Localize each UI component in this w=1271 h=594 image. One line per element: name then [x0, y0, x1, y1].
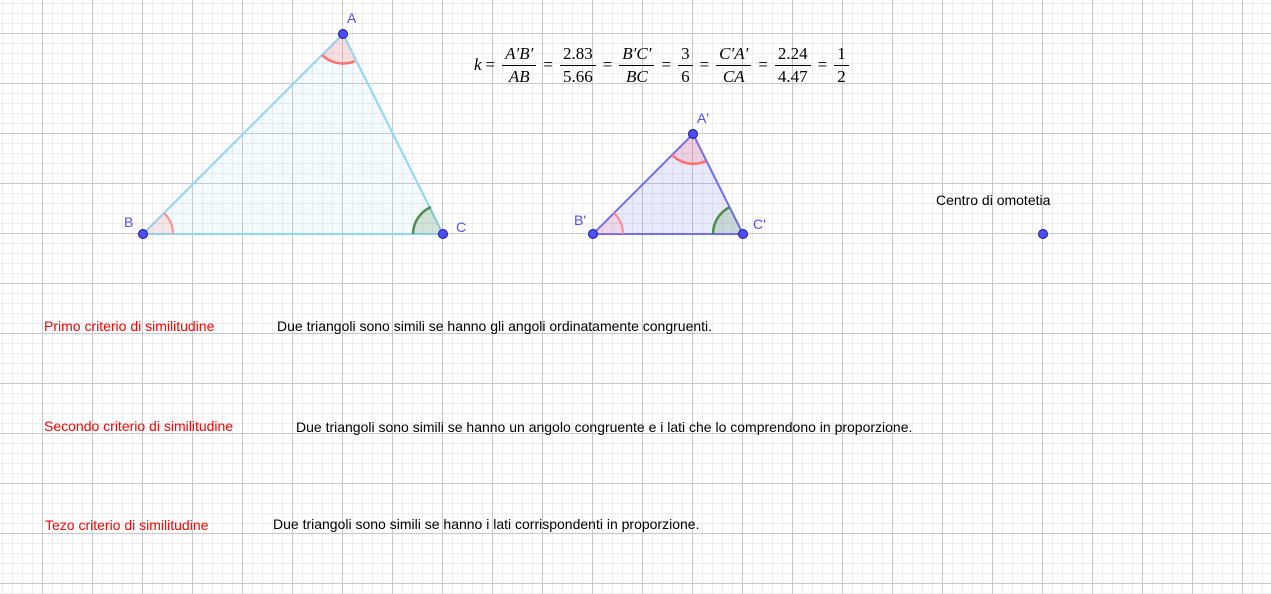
formula-eq: =	[485, 55, 496, 74]
formula-eq: =	[699, 55, 710, 74]
fraction-b1c1-bc	[619, 44, 654, 86]
center-homothety-label: Centro di omotetia	[936, 192, 1051, 208]
fraction-numerator: 2.24	[775, 44, 811, 66]
fraction-c1a1-ca	[716, 44, 751, 86]
fraction-numerator: 3	[678, 44, 693, 66]
point-c[interactable]	[439, 230, 448, 239]
fraction-denominator: CA	[722, 66, 745, 86]
fraction-numerator: A′B′	[502, 44, 536, 66]
fraction-numerator: C′A′	[716, 44, 751, 66]
label-b: B	[124, 214, 134, 230]
fraction-denominator: 5.66	[562, 66, 593, 86]
formula-eq: =	[602, 55, 613, 74]
fraction-denominator: 6	[681, 66, 690, 86]
point-center-homothety[interactable]	[1039, 230, 1048, 239]
fraction-a1b1-ab	[502, 44, 536, 86]
fraction-ca-values	[775, 44, 811, 86]
fraction-numerator: 2.83	[560, 44, 596, 66]
criterion-1-title: Primo criterio di similitudine	[44, 318, 215, 334]
point-b[interactable]	[139, 230, 148, 239]
criterion-2-text: Due triangoli sono simili se hanno un angolo congruente e i lati che lo comprendono in proporzione.	[296, 419, 913, 435]
ratio-formula	[474, 40, 852, 90]
label-b1: B'	[574, 212, 587, 228]
point-b1[interactable]	[589, 230, 598, 239]
criterion-3-title: Tezo criterio di similitudine	[45, 517, 209, 533]
formula-eq: =	[758, 55, 768, 74]
point-a1[interactable]	[689, 130, 698, 139]
fraction-numerator: B′C′	[619, 44, 654, 66]
formula-eq: =	[817, 55, 828, 74]
fraction-numerator: 1	[834, 44, 849, 66]
fraction-ab-values	[560, 44, 596, 86]
triangle-abc[interactable]	[143, 34, 443, 234]
label-a: A	[347, 10, 357, 26]
point-c1[interactable]	[739, 230, 748, 239]
criterion-2-title: Secondo criterio di similitudine	[44, 418, 234, 434]
fraction-denominator: 2	[837, 66, 846, 86]
label-c: C	[456, 219, 467, 235]
fraction-denominator: 4.47	[777, 66, 808, 86]
point-a[interactable]	[339, 30, 348, 39]
fraction-bc-values	[678, 44, 693, 86]
label-c1: C'	[753, 216, 766, 232]
criterion-3-text: Due triangoli sono simili se hanno i lati corrispondenti in proporzione.	[273, 516, 700, 532]
label-a1: A'	[697, 110, 710, 126]
criterion-1-text: Due triangoli sono simili se hanno gli angoli ordinatamente congruenti.	[277, 318, 713, 334]
formula-eq: =	[661, 55, 672, 74]
fraction-denominator: AB	[508, 66, 530, 86]
fraction-denominator: BC	[626, 66, 648, 86]
fraction-ratio-result	[834, 44, 849, 86]
formula-eq: =	[543, 55, 553, 74]
formula-k: k	[474, 55, 482, 74]
